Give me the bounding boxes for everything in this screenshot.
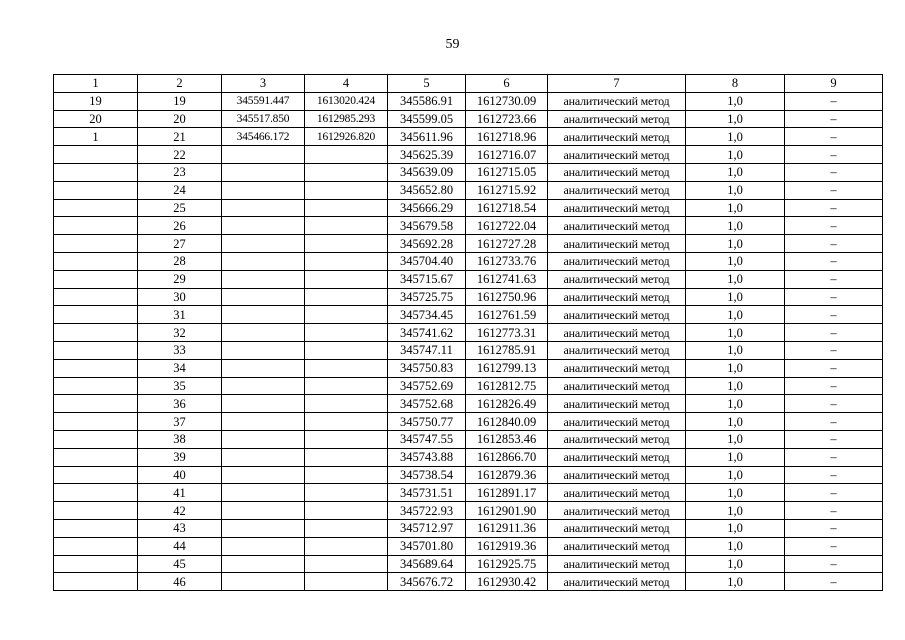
table-cell-col-1	[54, 537, 138, 555]
table-row	[54, 217, 883, 235]
table-cell-col-8: 1,0	[686, 128, 785, 146]
table-row	[54, 448, 883, 466]
table-row	[54, 537, 883, 555]
table-cell-col-4	[305, 199, 388, 217]
table-cell-col-5: 345712.97	[388, 519, 466, 537]
table-cell-col-5: 345738.54	[388, 466, 466, 484]
table-cell-col-3	[222, 502, 305, 520]
table-cell-col-2: 43	[138, 519, 222, 537]
table-cell-col-3	[222, 181, 305, 199]
table-cell-col-2: 23	[138, 163, 222, 181]
table-cell-col-4	[305, 430, 388, 448]
table-cell-col-8: 1,0	[686, 92, 785, 110]
table-cell-col-9: –	[785, 395, 883, 413]
table-cell-col-6: 1612866.70	[466, 448, 548, 466]
table-cell-col-5: 345666.29	[388, 199, 466, 217]
table-cell-col-8: 1,0	[686, 341, 785, 359]
table-cell-col-8: 1,0	[686, 235, 785, 253]
table-cell-col-6: 1612891.17	[466, 484, 548, 502]
table-cell-col-6: 1612722.04	[466, 217, 548, 235]
table-cell-col-3	[222, 288, 305, 306]
table-row	[54, 235, 883, 253]
table-cell-col-6: 1612812.75	[466, 377, 548, 395]
table-cell-col-3	[222, 484, 305, 502]
table-cell-col-6: 1612718.54	[466, 199, 548, 217]
page-number: 59	[445, 37, 460, 52]
header-cell-3: 3	[222, 75, 305, 93]
table-cell-col-5: 345704.40	[388, 252, 466, 270]
table-cell-col-6: 1612930.42	[466, 573, 548, 591]
table-cell-col-8: 1,0	[686, 306, 785, 324]
table-cell-col-3	[222, 199, 305, 217]
table-cell-col-7: аналитический метод	[548, 502, 686, 520]
table-cell-col-9: –	[785, 270, 883, 288]
table-row	[54, 555, 883, 573]
table-cell-col-1	[54, 555, 138, 573]
coordinates-table	[53, 74, 883, 591]
table-cell-col-2: 42	[138, 502, 222, 520]
table-cell-col-9: –	[785, 252, 883, 270]
table-cell-col-6: 1612715.05	[466, 163, 548, 181]
table-cell-col-1	[54, 235, 138, 253]
table-cell-col-9: –	[785, 377, 883, 395]
table-cell-col-1	[54, 324, 138, 342]
table-cell-col-7: аналитический метод	[548, 181, 686, 199]
table-cell-col-6: 1612911.36	[466, 519, 548, 537]
table-cell-col-1: 19	[54, 92, 138, 110]
table-cell-col-5: 345679.58	[388, 217, 466, 235]
table-cell-col-3	[222, 163, 305, 181]
table-cell-col-2: 22	[138, 146, 222, 164]
table-cell-col-5: 345625.39	[388, 146, 466, 164]
table-cell-col-9: –	[785, 502, 883, 520]
table-cell-col-3	[222, 306, 305, 324]
table-cell-col-1	[54, 288, 138, 306]
table-cell-col-2: 24	[138, 181, 222, 199]
table-cell-col-5: 345752.69	[388, 377, 466, 395]
table-cell-col-1	[54, 341, 138, 359]
table-cell-col-7: аналитический метод	[548, 288, 686, 306]
table-row	[54, 430, 883, 448]
table-cell-col-4: 1612926.820	[305, 128, 388, 146]
table-cell-col-5: 345722.93	[388, 502, 466, 520]
table-cell-col-5: 345750.83	[388, 359, 466, 377]
table-cell-col-5: 345750.77	[388, 413, 466, 431]
table-cell-col-1	[54, 573, 138, 591]
table-cell-col-9: –	[785, 306, 883, 324]
table-cell-col-3	[222, 537, 305, 555]
table-cell-col-7: аналитический метод	[548, 341, 686, 359]
table-cell-col-8: 1,0	[686, 519, 785, 537]
table-cell-col-7: аналитический метод	[548, 519, 686, 537]
table-cell-col-6: 1612723.66	[466, 110, 548, 128]
table-cell-col-2: 39	[138, 448, 222, 466]
table-row	[54, 466, 883, 484]
table-cell-col-2: 28	[138, 252, 222, 270]
table-cell-col-8: 1,0	[686, 324, 785, 342]
table-cell-col-5: 345692.28	[388, 235, 466, 253]
table-cell-col-6: 1612919.36	[466, 537, 548, 555]
table-cell-col-8: 1,0	[686, 502, 785, 520]
table-cell-col-8: 1,0	[686, 555, 785, 573]
table-cell-col-3	[222, 252, 305, 270]
table-cell-col-2: 44	[138, 537, 222, 555]
table-cell-col-3	[222, 217, 305, 235]
header-cell-6: 6	[466, 75, 548, 93]
table-cell-col-7: аналитический метод	[548, 555, 686, 573]
table-cell-col-9: –	[785, 537, 883, 555]
table-cell-col-7: аналитический метод	[548, 92, 686, 110]
table-cell-col-7: аналитический метод	[548, 359, 686, 377]
table-cell-col-4	[305, 235, 388, 253]
header-cell-8: 8	[686, 75, 785, 93]
table-cell-col-2: 29	[138, 270, 222, 288]
table-cell-col-8: 1,0	[686, 430, 785, 448]
table-cell-col-3	[222, 430, 305, 448]
table-cell-col-7: аналитический метод	[548, 217, 686, 235]
table-cell-col-5: 345725.75	[388, 288, 466, 306]
table-cell-col-7: аналитический метод	[548, 573, 686, 591]
table-cell-col-8: 1,0	[686, 110, 785, 128]
table-cell-col-8: 1,0	[686, 252, 785, 270]
table-cell-col-4	[305, 146, 388, 164]
table-cell-col-9: –	[785, 163, 883, 181]
table-cell-col-6: 1612733.76	[466, 252, 548, 270]
table-row	[54, 270, 883, 288]
table-cell-col-1	[54, 466, 138, 484]
table-cell-col-1: 1	[54, 128, 138, 146]
table-cell-col-3	[222, 448, 305, 466]
table-cell-col-4	[305, 395, 388, 413]
table-cell-col-2: 27	[138, 235, 222, 253]
table-row	[54, 502, 883, 520]
table-cell-col-4	[305, 448, 388, 466]
table-cell-col-1	[54, 199, 138, 217]
table-cell-col-8: 1,0	[686, 395, 785, 413]
header-row	[54, 75, 883, 93]
table-row	[54, 181, 883, 199]
table-cell-col-8: 1,0	[686, 217, 785, 235]
table-row	[54, 519, 883, 537]
table-row	[54, 377, 883, 395]
table-cell-col-4	[305, 573, 388, 591]
table-cell-col-9: –	[785, 519, 883, 537]
table-cell-col-9: –	[785, 448, 883, 466]
table-cell-col-5: 345599.05	[388, 110, 466, 128]
table-cell-col-6: 1612840.09	[466, 413, 548, 431]
table-cell-col-4	[305, 413, 388, 431]
table-cell-col-2: 21	[138, 128, 222, 146]
table-cell-col-6: 1612716.07	[466, 146, 548, 164]
table-cell-col-3	[222, 377, 305, 395]
table-cell-col-5: 345747.55	[388, 430, 466, 448]
table-cell-col-2: 31	[138, 306, 222, 324]
table-cell-col-4	[305, 555, 388, 573]
table-cell-col-3	[222, 573, 305, 591]
table-cell-col-4	[305, 324, 388, 342]
table-cell-col-5: 345715.67	[388, 270, 466, 288]
table-cell-col-3	[222, 359, 305, 377]
table-cell-col-3	[222, 413, 305, 431]
table-cell-col-8: 1,0	[686, 413, 785, 431]
table-cell-col-7: аналитический метод	[548, 324, 686, 342]
table-cell-col-3	[222, 341, 305, 359]
table-cell-col-2: 19	[138, 92, 222, 110]
table-cell-col-5: 345586.91	[388, 92, 466, 110]
table-cell-col-1	[54, 306, 138, 324]
table-cell-col-1	[54, 519, 138, 537]
table-cell-col-8: 1,0	[686, 359, 785, 377]
table-cell-col-4	[305, 163, 388, 181]
table-cell-col-3	[222, 324, 305, 342]
table-cell-col-1	[54, 377, 138, 395]
table-cell-col-7: аналитический метод	[548, 235, 686, 253]
table-cell-col-4	[305, 288, 388, 306]
table-cell-col-3: 345466.172	[222, 128, 305, 146]
table-cell-col-6: 1612761.59	[466, 306, 548, 324]
table-cell-col-9: –	[785, 466, 883, 484]
table-cell-col-5: 345741.62	[388, 324, 466, 342]
table-cell-col-6: 1612741.63	[466, 270, 548, 288]
table-cell-col-6: 1612730.09	[466, 92, 548, 110]
header-cell-9: 9	[785, 75, 883, 93]
table-cell-col-3	[222, 555, 305, 573]
table-cell-col-4	[305, 306, 388, 324]
table-cell-col-8: 1,0	[686, 163, 785, 181]
table-cell-col-7: аналитический метод	[548, 306, 686, 324]
table-cell-col-9: –	[785, 288, 883, 306]
table-cell-col-9: –	[785, 181, 883, 199]
table-cell-col-9: –	[785, 413, 883, 431]
table-cell-col-5: 345734.45	[388, 306, 466, 324]
table-cell-col-6: 1612715.92	[466, 181, 548, 199]
table-cell-col-8: 1,0	[686, 270, 785, 288]
table-row	[54, 395, 883, 413]
table-row	[54, 324, 883, 342]
table-row	[54, 359, 883, 377]
header-cell-1: 1	[54, 75, 138, 93]
table-cell-col-5: 345639.09	[388, 163, 466, 181]
table-cell-col-9: –	[785, 110, 883, 128]
table-cell-col-4	[305, 519, 388, 537]
table-cell-col-4	[305, 502, 388, 520]
table-row	[54, 146, 883, 164]
table-cell-col-7: аналитический метод	[548, 413, 686, 431]
table-cell-col-4: 1612985.293	[305, 110, 388, 128]
table-cell-col-1	[54, 502, 138, 520]
table-cell-col-1	[54, 163, 138, 181]
table-cell-col-1	[54, 359, 138, 377]
table-cell-col-1	[54, 484, 138, 502]
table-cell-col-2: 32	[138, 324, 222, 342]
table-cell-col-6: 1612925.75	[466, 555, 548, 573]
table-cell-col-7: аналитический метод	[548, 537, 686, 555]
header-cell-5: 5	[388, 75, 466, 93]
table-cell-col-5: 345611.96	[388, 128, 466, 146]
table-cell-col-9: –	[785, 359, 883, 377]
table-cell-col-6: 1612901.90	[466, 502, 548, 520]
table-cell-col-8: 1,0	[686, 181, 785, 199]
table-cell-col-4	[305, 377, 388, 395]
table-cell-col-7: аналитический метод	[548, 395, 686, 413]
table-cell-col-7: аналитический метод	[548, 146, 686, 164]
table-cell-col-2: 30	[138, 288, 222, 306]
table-cell-col-2: 46	[138, 573, 222, 591]
table-cell-col-3	[222, 235, 305, 253]
table-row	[54, 288, 883, 306]
table-cell-col-2: 45	[138, 555, 222, 573]
table-cell-col-1	[54, 146, 138, 164]
table-row	[54, 92, 883, 110]
table-cell-col-9: –	[785, 235, 883, 253]
table-cell-col-3: 345517.850	[222, 110, 305, 128]
table-cell-col-1	[54, 252, 138, 270]
table-cell-col-7: аналитический метод	[548, 110, 686, 128]
table-cell-col-1: 20	[54, 110, 138, 128]
table-cell-col-2: 20	[138, 110, 222, 128]
table-row	[54, 484, 883, 502]
table-row	[54, 252, 883, 270]
table-cell-col-9: –	[785, 324, 883, 342]
table-cell-col-7: аналитический метод	[548, 252, 686, 270]
table-cell-col-2: 33	[138, 341, 222, 359]
table-cell-col-8: 1,0	[686, 288, 785, 306]
table-cell-col-3	[222, 146, 305, 164]
table-cell-col-4: 1613020.424	[305, 92, 388, 110]
table-cell-col-7: аналитический метод	[548, 484, 686, 502]
table-cell-col-5: 345747.11	[388, 341, 466, 359]
table-cell-col-2: 26	[138, 217, 222, 235]
table-cell-col-6: 1612750.96	[466, 288, 548, 306]
table-cell-col-4	[305, 181, 388, 199]
table-cell-col-4	[305, 217, 388, 235]
header-cell-7: 7	[548, 75, 686, 93]
table-cell-col-4	[305, 466, 388, 484]
header-cell-4: 4	[305, 75, 388, 93]
table-cell-col-9: –	[785, 573, 883, 591]
table-cell-col-7: аналитический метод	[548, 270, 686, 288]
table-cell-col-2: 35	[138, 377, 222, 395]
table-cell-col-1	[54, 270, 138, 288]
table-cell-col-4	[305, 252, 388, 270]
table-cell-col-6: 1612773.31	[466, 324, 548, 342]
table-body	[54, 75, 883, 591]
table-cell-col-6: 1612826.49	[466, 395, 548, 413]
table-cell-col-8: 1,0	[686, 466, 785, 484]
table-cell-col-9: –	[785, 199, 883, 217]
table-row	[54, 306, 883, 324]
table-cell-col-5: 345652.80	[388, 181, 466, 199]
table-cell-col-2: 25	[138, 199, 222, 217]
table-cell-col-9: –	[785, 146, 883, 164]
table-cell-col-7: аналитический метод	[548, 199, 686, 217]
table-cell-col-4	[305, 359, 388, 377]
table-cell-col-7: аналитический метод	[548, 128, 686, 146]
table-cell-col-3: 345591.447	[222, 92, 305, 110]
table-cell-col-6: 1612879.36	[466, 466, 548, 484]
table-cell-col-7: аналитический метод	[548, 430, 686, 448]
table-cell-col-9: –	[785, 92, 883, 110]
table-cell-col-3	[222, 466, 305, 484]
table-cell-col-7: аналитический метод	[548, 377, 686, 395]
table-row	[54, 128, 883, 146]
table-cell-col-8: 1,0	[686, 199, 785, 217]
table-cell-col-5: 345731.51	[388, 484, 466, 502]
table-cell-col-3	[222, 395, 305, 413]
table-cell-col-2: 41	[138, 484, 222, 502]
table-cell-col-1	[54, 181, 138, 199]
table-row	[54, 413, 883, 431]
table-cell-col-5: 345689.64	[388, 555, 466, 573]
table-cell-col-1	[54, 413, 138, 431]
table-cell-col-9: –	[785, 430, 883, 448]
table-cell-col-5: 345743.88	[388, 448, 466, 466]
table-cell-col-9: –	[785, 341, 883, 359]
table-cell-col-4	[305, 484, 388, 502]
table-cell-col-9: –	[785, 555, 883, 573]
table-cell-col-5: 345752.68	[388, 395, 466, 413]
table-cell-col-7: аналитический метод	[548, 448, 686, 466]
table-cell-col-8: 1,0	[686, 448, 785, 466]
table-cell-col-1	[54, 217, 138, 235]
table-cell-col-1	[54, 395, 138, 413]
table-cell-col-2: 36	[138, 395, 222, 413]
table-cell-col-2: 40	[138, 466, 222, 484]
table-cell-col-9: –	[785, 484, 883, 502]
table-cell-col-6: 1612727.28	[466, 235, 548, 253]
table-cell-col-6: 1612799.13	[466, 359, 548, 377]
table-cell-col-4	[305, 270, 388, 288]
table-cell-col-3	[222, 270, 305, 288]
table-cell-col-9: –	[785, 217, 883, 235]
table-cell-col-4	[305, 341, 388, 359]
table-cell-col-1	[54, 448, 138, 466]
table-cell-col-8: 1,0	[686, 484, 785, 502]
table-cell-col-7: аналитический метод	[548, 466, 686, 484]
table-cell-col-7: аналитический метод	[548, 163, 686, 181]
table-cell-col-2: 38	[138, 430, 222, 448]
table-cell-col-2: 34	[138, 359, 222, 377]
table-cell-col-8: 1,0	[686, 573, 785, 591]
table-cell-col-1	[54, 430, 138, 448]
table-cell-col-5: 345676.72	[388, 573, 466, 591]
table-cell-col-4	[305, 537, 388, 555]
table-cell-col-2: 37	[138, 413, 222, 431]
header-cell-2: 2	[138, 75, 222, 93]
table-cell-col-3	[222, 519, 305, 537]
table-row	[54, 573, 883, 591]
table-row	[54, 341, 883, 359]
table-row	[54, 199, 883, 217]
table-cell-col-6: 1612718.96	[466, 128, 548, 146]
table-cell-col-6: 1612853.46	[466, 430, 548, 448]
table-cell-col-8: 1,0	[686, 146, 785, 164]
table-row	[54, 110, 883, 128]
table-cell-col-8: 1,0	[686, 537, 785, 555]
table-cell-col-9: –	[785, 128, 883, 146]
table-cell-col-8: 1,0	[686, 377, 785, 395]
table-cell-col-5: 345701.80	[388, 537, 466, 555]
table-row	[54, 163, 883, 181]
table-cell-col-6: 1612785.91	[466, 341, 548, 359]
